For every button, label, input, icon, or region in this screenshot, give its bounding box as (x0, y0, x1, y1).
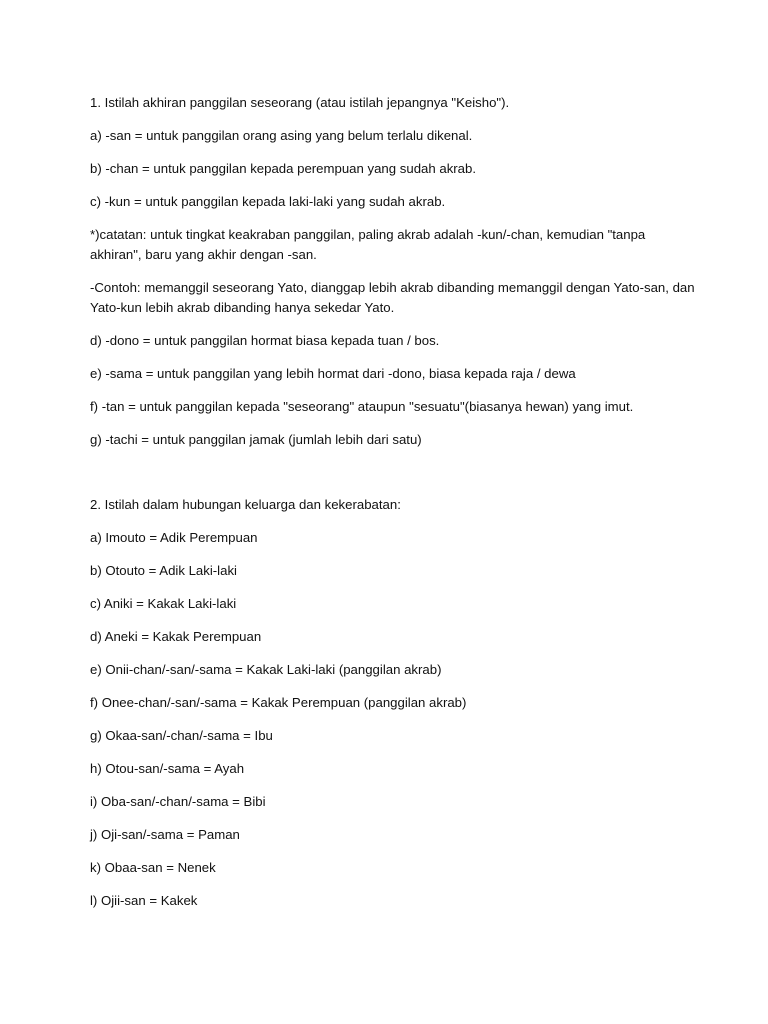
list-item: k) Obaa-san = Nenek (90, 860, 216, 875)
note-line-1: *)catatan: untuk tingkat keakraban panggilan, paling akrab adalah -kun/-chan, kemudian "tanpa (90, 227, 646, 242)
list-item: d) Aneki = Kakak Perempuan (90, 629, 262, 644)
list-item: b) Otouto = Adik Laki-laki (90, 563, 237, 578)
list-item: g) -tachi = untuk panggilan jamak (jumlah lebih dari satu) (90, 432, 422, 447)
list-item: h) Otou-san/-sama = Ayah (90, 761, 245, 776)
list-item: c) -kun = untuk panggilan kepada laki-laki yang sudah akrab. (90, 194, 446, 209)
list-item: e) -sama = untuk panggilan yang lebih hormat dari -dono, biasa kepada raja / dewa (90, 366, 576, 381)
list-item: g) Okaa-san/-chan/-sama = Ibu (90, 728, 273, 743)
list-item: f) -tan = untuk panggilan kepada "seseorang" ataupun "sesuatu"(biasanya hewan) yang imut. (90, 399, 634, 414)
list-item: j) Oji-san/-sama = Paman (90, 827, 240, 842)
list-item: f) Onee-chan/-san/-sama = Kakak Perempuan (panggilan akrab) (90, 695, 467, 710)
section1-heading: 1. Istilah akhiran panggilan seseorang (atau istilah jepangnya "Keisho"). (90, 95, 510, 110)
section2-heading: 2. Istilah dalam hubungan keluarga dan kekerabatan: (90, 497, 401, 512)
list-item: c) Aniki = Kakak Laki-laki (90, 596, 237, 611)
list-item: b) -chan = untuk panggilan kepada perempuan yang sudah akrab. (90, 161, 477, 176)
note-line-2: akhiran", baru yang akhir dengan -san. (90, 247, 317, 262)
example-line-1: -Contoh: memanggil seseorang Yato, dianggap lebih akrab dibanding memanggil dengan Yato-san, dan (90, 280, 695, 295)
example-line-2: Yato-kun lebih akrab dibanding hanya sekedar Yato. (90, 300, 395, 315)
list-item: i) Oba-san/-chan/-sama = Bibi (90, 794, 266, 809)
list-item: l) Ojii-san = Kakek (90, 893, 198, 908)
list-item: a) Imouto = Adik Perempuan (90, 530, 258, 545)
list-item: a) -san = untuk panggilan orang asing yang belum terlalu dikenal. (90, 128, 473, 143)
list-item: e) Onii-chan/-san/-sama = Kakak Laki-laki (panggilan akrab) (90, 662, 442, 677)
list-item: d) -dono = untuk panggilan hormat biasa kepada tuan / bos. (90, 333, 440, 348)
